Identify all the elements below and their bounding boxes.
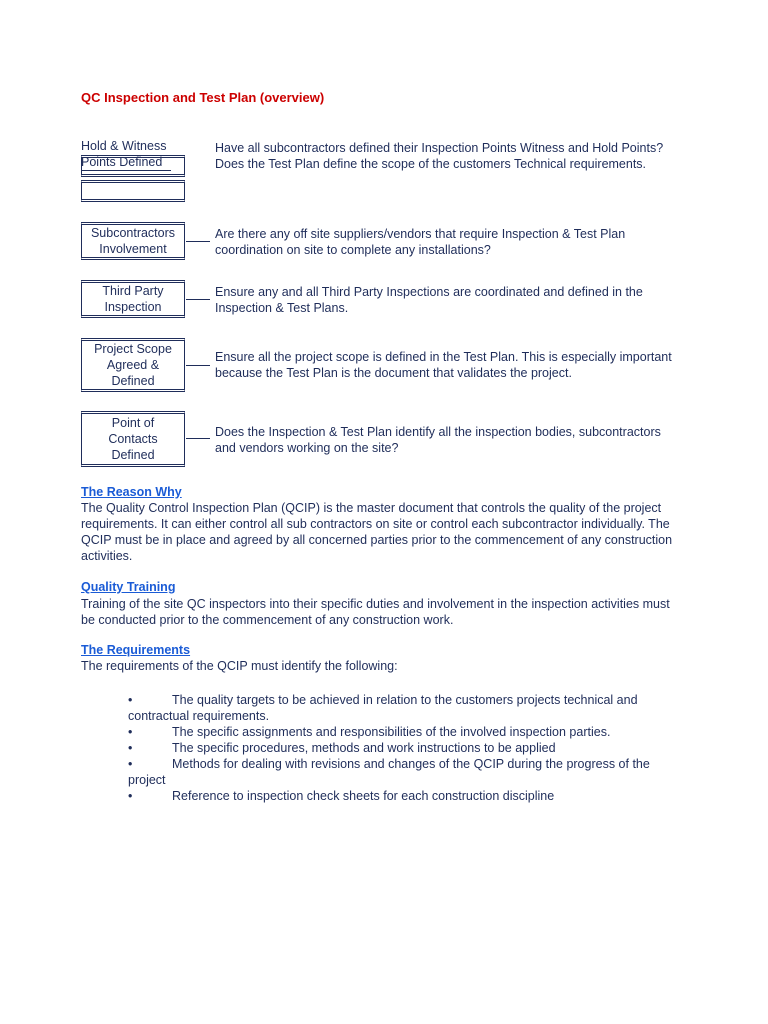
list-item-text: Reference to inspection check sheets for each construction discipline bbox=[172, 789, 555, 803]
hold-witness-text: Hold & Witness Points Defined bbox=[81, 138, 171, 171]
list-item-text: The specific procedures, methods and work instructions to be applied bbox=[172, 741, 556, 755]
list-item bbox=[128, 740, 688, 756]
hold-points-box-2 bbox=[81, 180, 185, 202]
bullet-icon: • bbox=[128, 757, 133, 771]
row-desc-hold-points: Have all subcontractors defined their Inspection Points Witness and Hold Points? Does the Test Plan define the scope of the customers Technical requirements. bbox=[215, 141, 664, 171]
list-item bbox=[128, 724, 688, 740]
requirements-list bbox=[128, 692, 688, 804]
bullet-icon: • bbox=[128, 789, 133, 803]
subcontractors-box: Subcontractors Involvement bbox=[81, 222, 185, 260]
row-desc-third-party: Ensure any and all Third Party Inspections are coordinated and defined in the Inspection & Test Plans. bbox=[215, 285, 643, 315]
connector-line bbox=[186, 241, 210, 242]
connector-line bbox=[186, 438, 210, 439]
bullet-icon: • bbox=[128, 741, 133, 755]
project-scope-box: Project Scope Agreed & Defined bbox=[81, 338, 185, 392]
point-of-contacts-box: Point of Contacts Defined bbox=[81, 411, 185, 467]
row-desc-point-of-contacts: Does the Inspection & Test Plan identify all the inspection bodies, subcontractors and vendors working on the site? bbox=[215, 425, 661, 455]
reason-heading[interactable]: The Reason Why bbox=[81, 485, 182, 499]
reason-text: The Quality Control Inspection Plan (QCIP) is the master document that controls the quality of the project requirements. It can either control all sub contractors on site or control each subcontractor individually. The QCIP must be in place and agreed by all concerned parties prior to the commencement of any construction activities. bbox=[81, 501, 673, 563]
bullet-icon: • bbox=[128, 693, 133, 707]
training-heading[interactable]: Quality Training bbox=[81, 580, 176, 594]
list-item bbox=[128, 756, 688, 788]
row-desc-project-scope: Ensure all the project scope is defined in the Test Plan. This is especially important because the Test Plan is the document that validates the project. bbox=[215, 350, 672, 380]
connector-line bbox=[186, 365, 210, 366]
page-title: QC Inspection and Test Plan (overview) bbox=[81, 90, 325, 105]
requirements-intro: The requirements of the QCIP must identify the following: bbox=[81, 659, 398, 673]
third-party-box: Third Party Inspection bbox=[81, 280, 185, 318]
list-item-text: Methods for dealing with revisions and changes of the QCIP during the progress of the project bbox=[128, 757, 650, 787]
list-item-text: The quality targets to be achieved in relation to the customers projects technical and contractual requirements. bbox=[128, 693, 638, 723]
list-item bbox=[128, 692, 688, 724]
bullet-icon: • bbox=[128, 725, 133, 739]
list-item-text: The specific assignments and responsibilities of the involved inspection parties. bbox=[172, 725, 611, 739]
training-text: Training of the site QC inspectors into their specific duties and involvement in the inspection activities must be conducted prior to the commencement of any construction work. bbox=[81, 597, 670, 627]
hold-points-box-1 bbox=[81, 155, 185, 177]
requirements-heading[interactable]: The Requirements bbox=[81, 643, 191, 657]
row-desc-subcontractors: Are there any off site suppliers/vendors that require Inspection & Test Plan coordination on site to complete any installations? bbox=[215, 227, 626, 257]
connector-line bbox=[186, 299, 210, 300]
list-item bbox=[128, 788, 688, 804]
